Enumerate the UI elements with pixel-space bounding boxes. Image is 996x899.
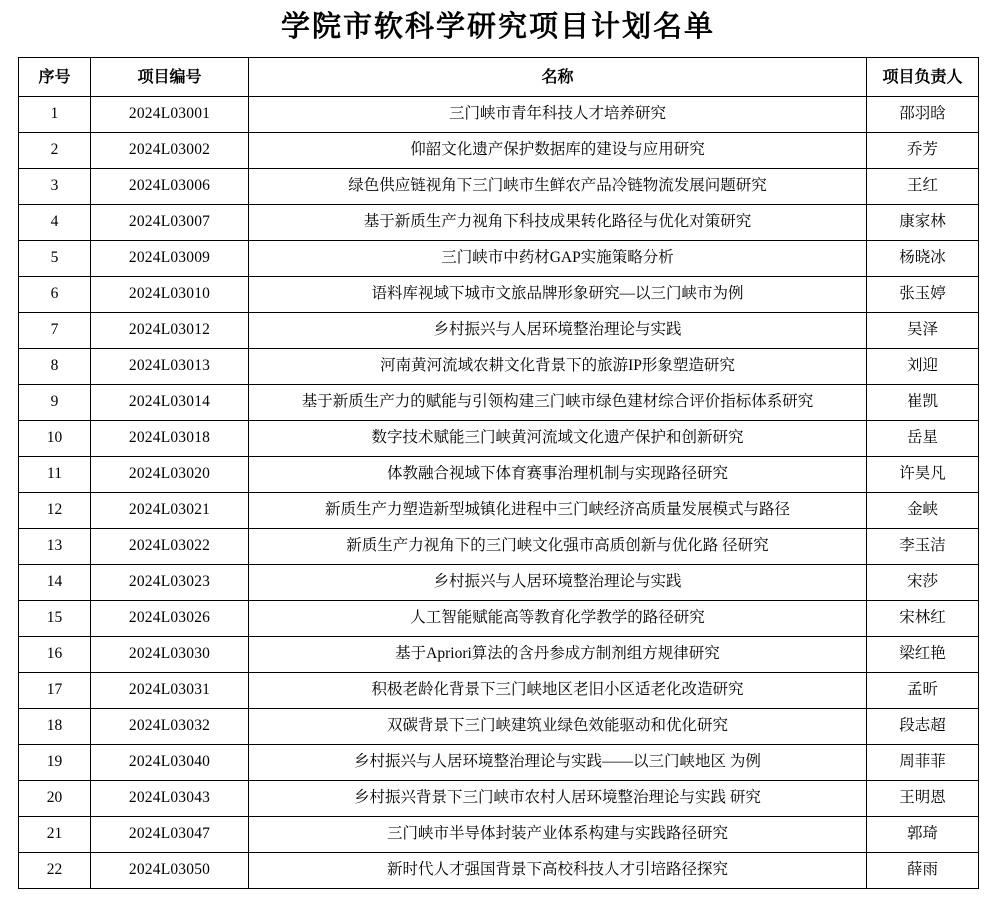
table-row	[19, 601, 979, 637]
cell-project-leader: 邵羽晗	[867, 97, 979, 133]
cell-project-leader: 孟昕	[867, 673, 979, 709]
cell-project-code: 2024L03018	[91, 421, 249, 457]
cell-project-name: 体教融合视域下体育赛事治理机制与实现路径研究	[249, 457, 867, 493]
table-row	[19, 277, 979, 313]
table-row	[19, 529, 979, 565]
cell-project-name: 人工智能赋能高等教育化学教学的路径研究	[249, 601, 867, 637]
cell-project-leader: 岳星	[867, 421, 979, 457]
cell-project-name: 积极老龄化背景下三门峡地区老旧小区适老化改造研究	[249, 673, 867, 709]
document-page	[0, 8, 996, 889]
column-header-leader: 项目负责人	[867, 58, 979, 97]
cell-project-code: 2024L03001	[91, 97, 249, 133]
cell-project-name: 乡村振兴背景下三门峡市农村人居环境整治理论与实践 研究	[249, 781, 867, 817]
cell-project-code: 2024L03012	[91, 313, 249, 349]
cell-project-name: 基于新质生产力视角下科技成果转化路径与优化对策研究	[249, 205, 867, 241]
column-header-name: 名称	[249, 58, 867, 97]
cell-project-code: 2024L03032	[91, 709, 249, 745]
cell-project-code: 2024L03010	[91, 277, 249, 313]
cell-project-code: 2024L03050	[91, 853, 249, 889]
cell-project-leader: 杨晓冰	[867, 241, 979, 277]
cell-project-code: 2024L03023	[91, 565, 249, 601]
table-header	[19, 58, 979, 97]
table-row	[19, 493, 979, 529]
cell-project-leader: 许昊凡	[867, 457, 979, 493]
cell-index: 22	[19, 853, 91, 889]
table-header-row	[19, 58, 979, 97]
table-body	[19, 97, 979, 889]
table-row	[19, 349, 979, 385]
cell-project-leader: 李玉洁	[867, 529, 979, 565]
cell-project-name: 河南黄河流域农耕文化背景下的旅游IP形象塑造研究	[249, 349, 867, 385]
cell-index: 16	[19, 637, 91, 673]
cell-project-code: 2024L03009	[91, 241, 249, 277]
cell-project-leader: 王明恩	[867, 781, 979, 817]
project-plan-table	[18, 57, 979, 889]
cell-index: 17	[19, 673, 91, 709]
cell-project-leader: 金峡	[867, 493, 979, 529]
cell-index: 8	[19, 349, 91, 385]
cell-index: 1	[19, 97, 91, 133]
cell-project-name: 新质生产力塑造新型城镇化进程中三门峡经济高质量发展模式与路径	[249, 493, 867, 529]
cell-index: 13	[19, 529, 91, 565]
cell-index: 5	[19, 241, 91, 277]
cell-index: 12	[19, 493, 91, 529]
cell-project-name: 三门峡市青年科技人才培养研究	[249, 97, 867, 133]
cell-index: 6	[19, 277, 91, 313]
cell-project-code: 2024L03030	[91, 637, 249, 673]
cell-project-code: 2024L03022	[91, 529, 249, 565]
cell-project-name: 语料库视域下城市文旅品牌形象研究—以三门峡市为例	[249, 277, 867, 313]
table-row	[19, 565, 979, 601]
table-row	[19, 313, 979, 349]
cell-index: 21	[19, 817, 91, 853]
cell-index: 9	[19, 385, 91, 421]
cell-index: 7	[19, 313, 91, 349]
table-row	[19, 421, 979, 457]
cell-project-leader: 康家林	[867, 205, 979, 241]
table-row	[19, 205, 979, 241]
table-row	[19, 133, 979, 169]
cell-project-leader: 梁红艳	[867, 637, 979, 673]
cell-project-leader: 乔芳	[867, 133, 979, 169]
cell-project-code: 2024L03031	[91, 673, 249, 709]
cell-index: 14	[19, 565, 91, 601]
cell-project-name: 基于Apriori算法的含丹参成方制剂组方规律研究	[249, 637, 867, 673]
cell-index: 19	[19, 745, 91, 781]
cell-project-name: 绿色供应链视角下三门峡市生鲜农产品冷链物流发展问题研究	[249, 169, 867, 205]
cell-project-name: 乡村振兴与人居环境整治理论与实践——以三门峡地区 为例	[249, 745, 867, 781]
cell-project-code: 2024L03014	[91, 385, 249, 421]
cell-project-leader: 周菲菲	[867, 745, 979, 781]
cell-project-name: 乡村振兴与人居环境整治理论与实践	[249, 565, 867, 601]
cell-project-leader: 郭琦	[867, 817, 979, 853]
cell-project-leader: 王红	[867, 169, 979, 205]
cell-project-leader: 吴泽	[867, 313, 979, 349]
table-row	[19, 781, 979, 817]
cell-index: 18	[19, 709, 91, 745]
column-header-code: 项目编号	[91, 58, 249, 97]
cell-project-leader: 宋林红	[867, 601, 979, 637]
cell-project-code: 2024L03002	[91, 133, 249, 169]
cell-project-code: 2024L03020	[91, 457, 249, 493]
cell-project-code: 2024L03026	[91, 601, 249, 637]
cell-index: 11	[19, 457, 91, 493]
table-row	[19, 745, 979, 781]
cell-project-code: 2024L03040	[91, 745, 249, 781]
cell-project-code: 2024L03007	[91, 205, 249, 241]
page-title: 学院市软科学研究项目计划名单	[280, 11, 715, 43]
table-row	[19, 97, 979, 133]
cell-project-name: 三门峡市中药材GAP实施策略分析	[249, 241, 867, 277]
cell-project-leader: 薛雨	[867, 853, 979, 889]
table-row	[19, 709, 979, 745]
cell-index: 10	[19, 421, 91, 457]
table-row	[19, 817, 979, 853]
cell-index: 15	[19, 601, 91, 637]
cell-project-name: 仰韶文化遗产保护数据库的建设与应用研究	[249, 133, 867, 169]
cell-project-name: 乡村振兴与人居环境整治理论与实践	[249, 313, 867, 349]
cell-project-name: 新时代人才强国背景下高校科技人才引培路径探究	[249, 853, 867, 889]
cell-project-name: 基于新质生产力的赋能与引领构建三门峡市绿色建材综合评价指标体系研究	[249, 385, 867, 421]
cell-project-leader: 刘迎	[867, 349, 979, 385]
cell-project-code: 2024L03013	[91, 349, 249, 385]
table-row	[19, 385, 979, 421]
cell-index: 3	[19, 169, 91, 205]
table-row	[19, 637, 979, 673]
cell-project-code: 2024L03047	[91, 817, 249, 853]
cell-project-code: 2024L03043	[91, 781, 249, 817]
cell-index: 20	[19, 781, 91, 817]
cell-project-leader: 张玉婷	[867, 277, 979, 313]
cell-project-code: 2024L03021	[91, 493, 249, 529]
column-header-index: 序号	[19, 58, 91, 97]
cell-project-code: 2024L03006	[91, 169, 249, 205]
table-row	[19, 241, 979, 277]
cell-project-name: 新质生产力视角下的三门峡文化强市高质创新与优化路 径研究	[249, 529, 867, 565]
table-row	[19, 457, 979, 493]
cell-project-leader: 崔凯	[867, 385, 979, 421]
cell-project-leader: 宋莎	[867, 565, 979, 601]
cell-project-name: 数字技术赋能三门峡黄河流域文化遗产保护和创新研究	[249, 421, 867, 457]
cell-index: 4	[19, 205, 91, 241]
table-row	[19, 673, 979, 709]
cell-project-name: 三门峡市半导体封装产业体系构建与实践路径研究	[249, 817, 867, 853]
table-row	[19, 169, 979, 205]
cell-project-leader: 段志超	[867, 709, 979, 745]
cell-index: 2	[19, 133, 91, 169]
table-row	[19, 853, 979, 889]
cell-project-name: 双碳背景下三门峡建筑业绿色效能驱动和优化研究	[249, 709, 867, 745]
